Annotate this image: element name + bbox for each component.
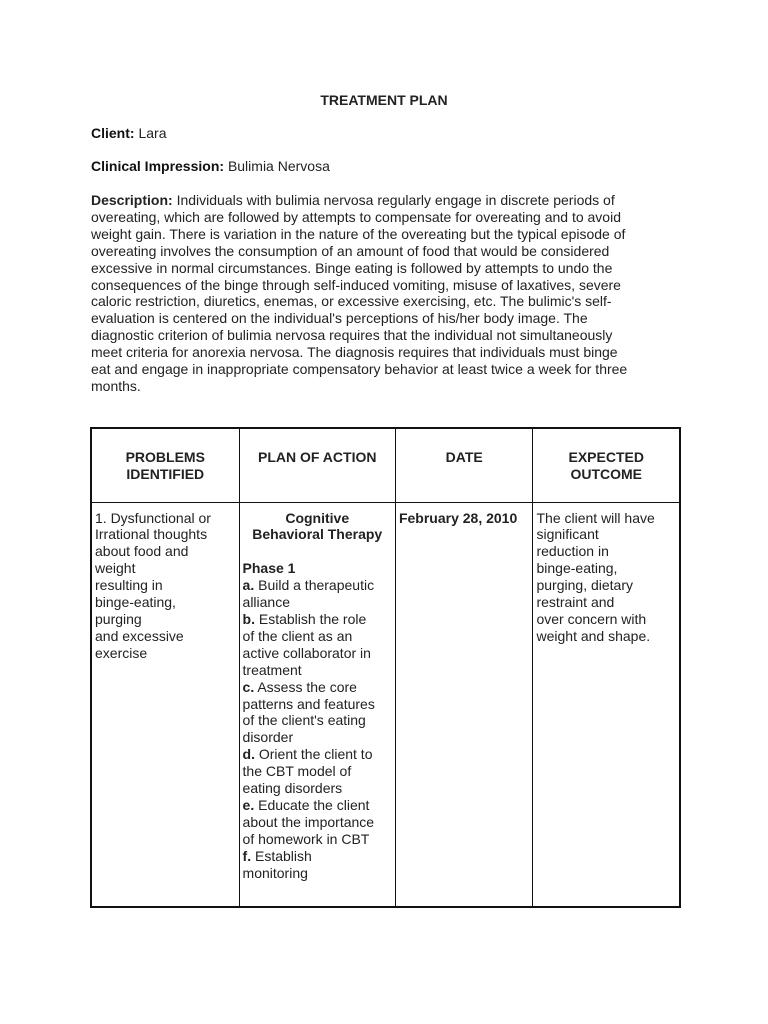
plan-item-line: a. Build a therapeutic [242, 577, 375, 594]
header-line: PLAN OF ACTION [258, 449, 377, 465]
header-plan [239, 428, 395, 502]
clinical-impression-field [91, 158, 330, 174]
plan-item-line: of the client's eating [242, 712, 366, 729]
table-row [91, 502, 680, 907]
description-label: Description: [91, 192, 173, 208]
outcome-line: reduction in [536, 543, 609, 560]
problems-cell [91, 502, 239, 907]
description-line: diagnostic criterion of bulimia nervosa requires that the individual not simultaneously [91, 327, 613, 344]
problem-line: about food and [95, 543, 189, 560]
plan-item-key: b. [242, 611, 255, 628]
date-value: February 28, 2010 [398, 509, 518, 526]
impression-value: Bulimia Nervosa [227, 158, 330, 174]
client-value: Lara [138, 125, 167, 141]
client-field [91, 125, 166, 141]
description-line: eat and engage in inappropriate compensatory behavior at least twice a week for three [91, 361, 628, 378]
header-line: IDENTIFIED [126, 465, 205, 482]
problem-line: and excessive [95, 627, 184, 644]
description-line: overeating, which are followed by attempts to compensate for overeating and to avoid [91, 208, 621, 225]
plan-item-line: disorder [242, 729, 294, 746]
outcome-line: restraint and [536, 594, 615, 611]
header-line: DATE [445, 449, 483, 465]
plan-item-key: a. [242, 577, 255, 594]
outcome-cell [533, 502, 680, 907]
plan-item-line: the CBT model of [242, 763, 352, 780]
outcome-line: The client will have [536, 509, 655, 526]
plan-title-line: Behavioral Therapy [252, 526, 383, 543]
impression-label: Clinical Impression: [91, 158, 225, 174]
client-label: Client: [91, 125, 135, 141]
plan-item-line: patterns and features [242, 695, 375, 712]
plan-item-line: e. Educate the client [242, 797, 370, 813]
table-header-row [91, 428, 680, 502]
plan-item-line: of homework in CBT [242, 830, 370, 847]
header-outcome [533, 428, 680, 502]
description-paragraph [91, 192, 691, 395]
plan-item-line: eating disorders [242, 780, 343, 797]
plan-title-line: Cognitive [285, 509, 350, 526]
plan-item-line: about the importance [242, 813, 375, 830]
plan-item-key: e. [242, 797, 255, 813]
problem-line: Irrational thoughts [95, 526, 208, 543]
outcome-line: purging, dietary [536, 577, 633, 594]
problem-line: exercise [95, 644, 148, 661]
treatment-table [90, 427, 681, 908]
header-date [395, 428, 533, 502]
problem-line: binge-eating, [95, 594, 176, 611]
description-line: caloric restriction, diuretics, enemas, or excessive exercising, etc. The bulimic's self- [91, 293, 612, 310]
plan-cell [239, 502, 395, 907]
description-line: consequences of the binge through self-induced vomiting, misuse of laxatives, severe [91, 276, 621, 293]
plan-item-key: d. [242, 746, 255, 763]
problem-line: weight [95, 560, 136, 577]
date-cell [395, 502, 533, 907]
plan-item-line: alliance [242, 594, 291, 611]
phase-heading: Phase 1 [242, 560, 296, 577]
header-line: EXPECTED [568, 449, 644, 465]
plan-item-line: monitoring [242, 864, 308, 881]
plan-item-line: f. Establish [242, 847, 312, 864]
header-line: PROBLEMS [125, 449, 205, 465]
header-line: OUTCOME [570, 465, 643, 482]
plan-item-line: treatment [242, 661, 302, 678]
outcome-line: significant [536, 526, 599, 543]
header-problems [91, 428, 239, 502]
description-line: excessive in normal circumstances. Binge eating is followed by attempts to undo the [91, 259, 613, 276]
problem-line: 1. Dysfunctional or [95, 509, 211, 526]
description-line: meet criteria for anorexia nervosa. The diagnosis requires that individuals must binge [91, 344, 618, 361]
description-line: weight gain. There is variation in the nature of the overeating but the typical episode of [91, 225, 626, 242]
outcome-line: over concern with [536, 610, 647, 627]
outcome-line: weight and shape. [536, 627, 651, 644]
plan-item-line: of the client as an [242, 627, 353, 644]
description-line: overeating involves the consumption of an amount of food that would be considered [91, 242, 610, 259]
plan-item-key: c. [242, 678, 255, 695]
document-title: TREATMENT PLAN [320, 92, 448, 108]
description-line: Description: Individuals with bulimia nervosa regularly engage in discrete periods of [91, 192, 615, 208]
problem-line: resulting in [95, 577, 163, 594]
plan-item-line: b. Establish the role [242, 611, 367, 628]
outcome-line: binge-eating, [536, 560, 618, 577]
plan-item-key: f. [242, 847, 252, 864]
problem-line: purging [95, 610, 142, 627]
plan-item-line: d. Orient the client to [242, 746, 373, 763]
description-line: evaluation is centered on the individual's perceptions of his/her body image. The [91, 310, 588, 327]
description-line: months. [91, 377, 141, 394]
plan-item-line: active collaborator in [242, 644, 371, 661]
plan-item-line: c. Assess the core [242, 678, 357, 695]
